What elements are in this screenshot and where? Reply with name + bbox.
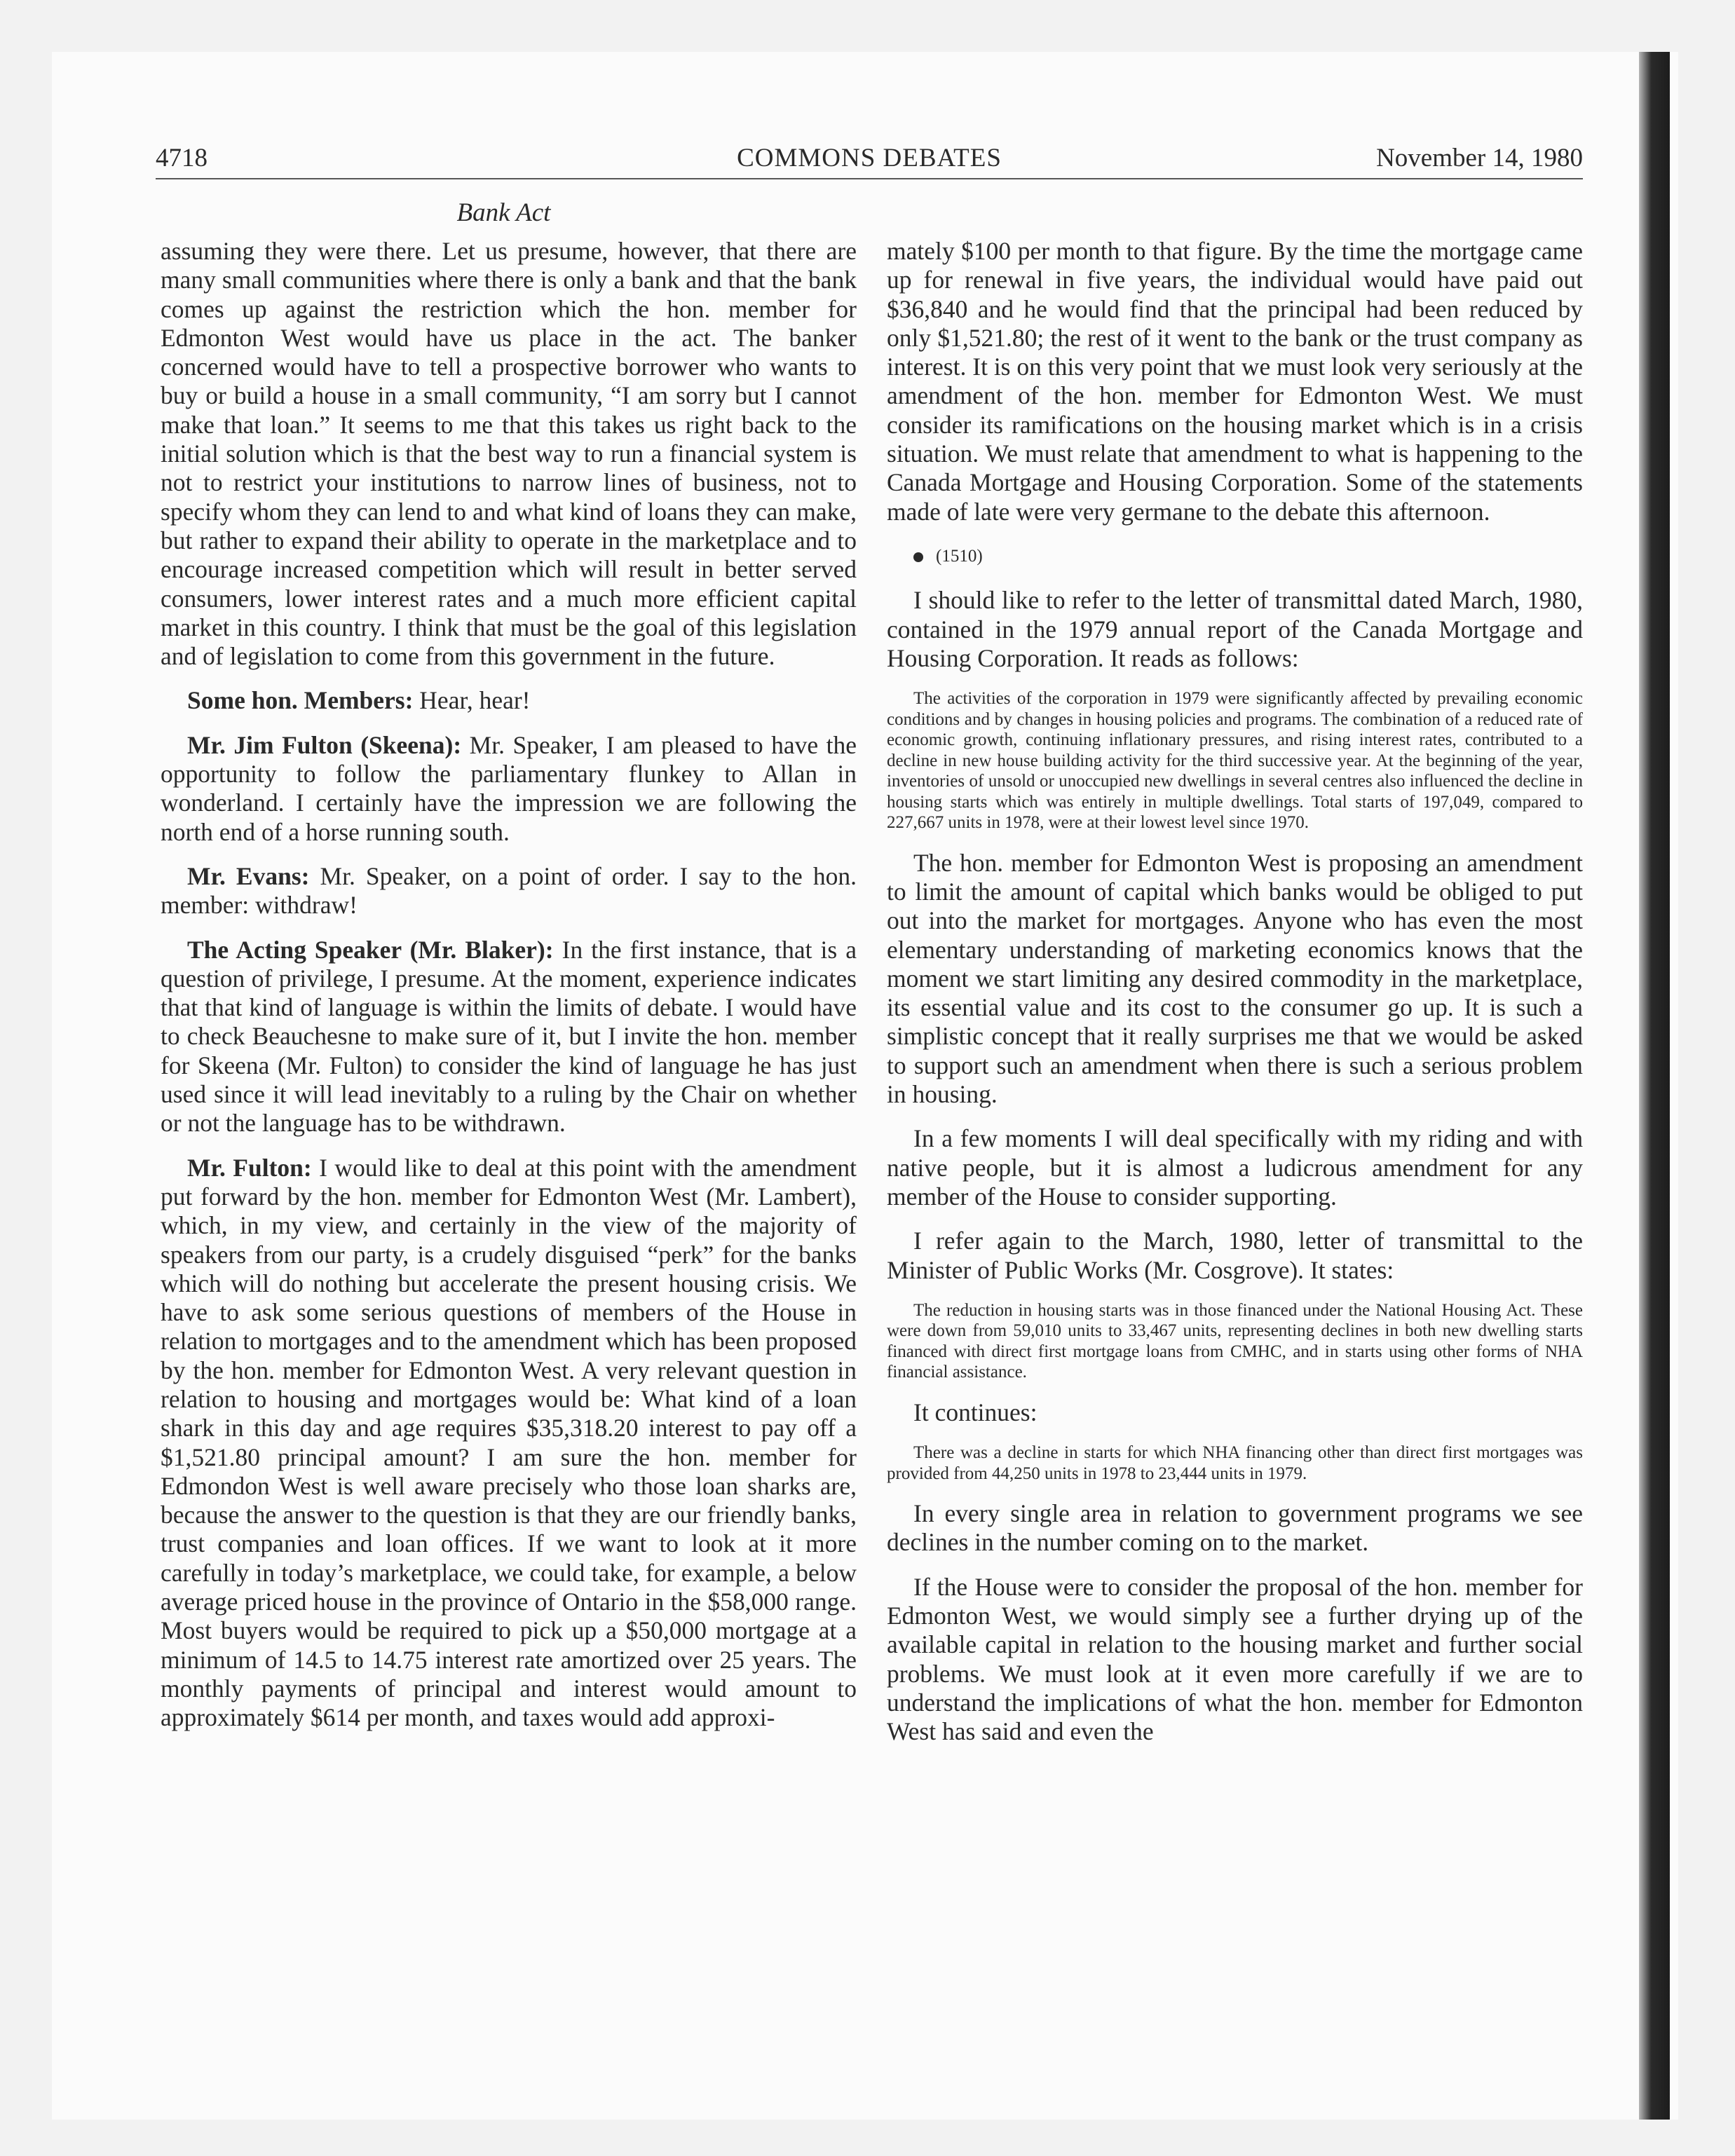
- page-header: [156, 140, 1583, 179]
- speech: [161, 731, 857, 847]
- time-stamp: (1510): [936, 546, 983, 566]
- publication-title: COMMONS DEBATES: [737, 144, 1002, 172]
- speech: [161, 936, 857, 1138]
- paragraph: It continues:: [913, 1398, 1037, 1426]
- block-quote: The activities of the corporation in 1979 were significantly affected by prevailing economic conditions and by changes in housing policies and programs. The combination of a reduced rate of economic growth, continuing inflationary pressures, and rising interest rates, contributed to a decline in new house building activity for the third successive year. At the beginning of the year, inventories of unsold or unoccupied new dwellings in several centres also influenced the decline in housing starts which was entirely in multiple dwellings. Total starts of 197,049, compared to 227,667 units in 1978, were at their lowest level since 1970.: [887, 689, 1583, 833]
- speaker-name: Some hon. Members:: [187, 686, 414, 715]
- speech: [161, 862, 857, 920]
- paragraph: If the House were to consider the proposal of the hon. member for Edmonton West, we would simply see a further drying up of the available capital in relation to the housing market and further social problems. We must look at it even more carefully if we are to understand the implications of what the hon. member for Edmonton West has said and even the: [887, 1572, 1583, 1746]
- paragraph: I refer again to the March, 1980, letter of transmittal to the Minister of Public Works (Mr. Cosgrove). It states:: [887, 1227, 1583, 1284]
- speaker-name: Mr. Fulton:: [187, 1153, 312, 1182]
- paragraph: mately $100 per month to that figure. By the time the mortgage came up for renewal in five years, the individual would have paid out $36,840 and he would find that the principal had been reduced by only $1,521.80; the rest of it went to the bank or the trust company as interest. It is on this very point that we must look very seriously at the amendment of the hon. member for Edmonton West. We must consider its ramifications on the housing market which is in a crisis situation. We must relate that amendment to what is happening to the Canada Mortgage and Housing Corporation. Some of the statements made of late were very germane to the debate this afternoon.: [887, 237, 1583, 526]
- speech-text: In the first instance, that is a question of privilege, I presume. At the moment, experience indicates that that kind of language is within the limits of debate. I would have to check Beauchesne to make sure of it, but I invite the hon. member for Skeena (Mr. Fulton) to consider the kind of language he has just used since it will lead inevitably to a ruling by the Chair on whether or not the language has to be withdrawn.: [161, 935, 857, 1138]
- block-quote: The reduction in housing starts was in those financed under the National Housing Act. These were down from 59,010 units to 33,467 units, representing declines in both new dwelling starts financed with direct first mortgage loans from CMHC, and in starts using other forms of NHA financial assistance.: [887, 1300, 1583, 1382]
- bullet-icon: [913, 552, 923, 562]
- speech: [161, 686, 857, 715]
- speech-text: I would like to deal at this point with the amendment put forward by the hon. member for Edmonton West (Mr. Lambert), which, in my view, and certainly in the view of the majority of speakers from our party, is a crudely disguised “perk” for the banks which will do nothing but accelerate the present housing crisis. We have to ask some serious questions of members of the House in relation to mortgages and to the amendment which has been proposed by the hon. member for Edmonton West. A very relevant question in relation to housing and mortgages would be: What kind of a loan shark in this day and age requires $35,318.20 interest to pay off a $1,521.80 principal amount? I am sure the hon. member for Edmondon West is well aware precisely who those loan sharks are, because the answer to the question is that they are our friendly banks, trust companies and loan offices. If we want to look at it more carefully in today’s marketplace, we could take, for example, a below average priced house in the province of Ontario in the $58,000 range. Most buyers would be required to pick up a $50,000 mortgage at a minimum of 14.5 to 14.75 interest rate amortized over 25 years. The monthly payments of principal and interest would amount to approximately $614 per month, and taxes would add approxi-: [161, 1153, 857, 1732]
- paragraph: I should like to refer to the letter of transmittal dated March, 1980, contained in the 1979 annual report of the Canada Mortgage and Housing Corporation. It reads as follows:: [887, 586, 1583, 672]
- speech-text: Mr. Speaker, I am pleased to have the opportunity to follow the parliamentary flunkey to Allan in wonderland. I certainly have the impression we are following the north end of a horse running south.: [161, 730, 857, 846]
- left-column: [161, 237, 857, 1748]
- page-number: 4718: [156, 144, 207, 172]
- speaker-name: Mr. Jim Fulton (Skeena):: [187, 730, 462, 759]
- speaker-name: The Acting Speaker (Mr. Blaker):: [187, 935, 554, 964]
- paragraph: The hon. member for Edmonton West is proposing an amendment to limit the amount of capital which banks would be obliged to put out into the market for mortgages. Anyone who has even the most elementary understanding of marketing economics knows that the moment we start limiting any desired commodity in the marketplace, its essential value and its cost to the consumer go up. It is such a simplistic concept that it really surprises me that we would be asked to support such an amendment when there is such a serious problem in housing.: [887, 848, 1583, 1109]
- paragraph: In a few moments I will deal specifically with my riding and with native people, but it is almost a ludicrous amendment for any member of the House to consider supporting.: [887, 1124, 1583, 1210]
- paragraph: In every single area in relation to government programs we see declines in the number coming on to the market.: [887, 1499, 1583, 1557]
- speech-text: Mr. Speaker, on a point of order. I say to the hon. member: withdraw!: [161, 861, 857, 920]
- scan-edge: [1639, 52, 1670, 2120]
- speech-text: Hear, hear!: [413, 686, 531, 715]
- speech: [161, 1154, 857, 1733]
- section-heading: Bank Act: [456, 198, 551, 227]
- publication-date: November 14, 1980: [1376, 144, 1583, 172]
- speaker-name: Mr. Evans:: [187, 861, 310, 890]
- right-column: [887, 237, 1583, 1761]
- block-quote: There was a decline in starts for which NHA financing other than direct first mortgages was provided from 44,250 units in 1978 to 23,444 units in 1979.: [887, 1443, 1583, 1483]
- paragraph: assuming they were there. Let us presume, however, that there are many small communities where there is only a bank and that the bank comes up against the restriction which the hon. member for Edmonton West would have us place in the act. The banker concerned would have to tell a prospective borrower who wants to buy or build a house in a small community, “I am sorry but I cannot make that loan.” It seems to me that this takes us right back to the initial solution which is that the best way to run a financial system is not to restrict your institutions to narrow lines of business, not to specify whom they can lend to and what kind of loans they can make, but rather to expand their ability to operate in the marketplace and to encourage increased competition which will result in better served consumers, lower interest rates and a much more efficient capital market in this country. I think that must be the goal of this legislation and of legislation to come from this government in the future.: [161, 237, 857, 671]
- time-marker: [887, 542, 1583, 571]
